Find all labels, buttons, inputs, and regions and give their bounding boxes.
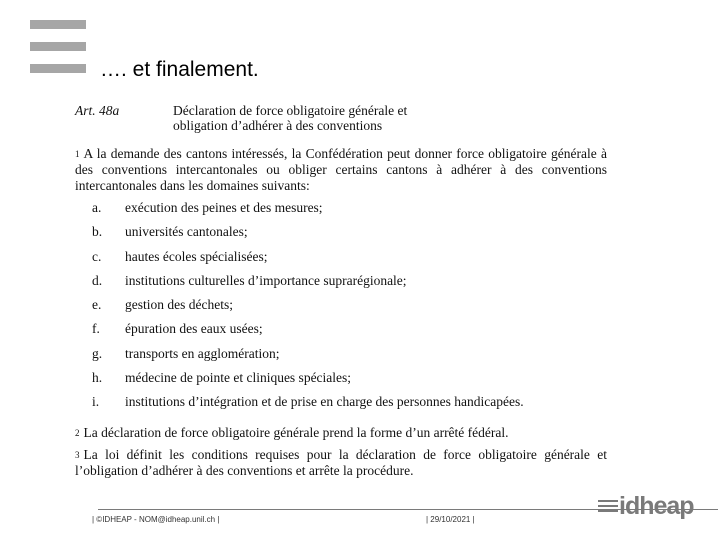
article-label: Art. 48a: [75, 103, 120, 118]
paragraph-text: La déclaration de force obligatoire générale prend la forme d’un arrêté fédéral.: [83, 424, 509, 440]
item-text: institutions culturelles d’importance suprarégionale;: [125, 272, 407, 288]
bar: [30, 42, 86, 51]
item-letter: g.: [92, 345, 103, 361]
bar: [30, 64, 86, 73]
footer-date: | 29/10/2021 |: [426, 515, 475, 524]
item-letter: e.: [92, 297, 102, 313]
item-letter: d.: [92, 272, 103, 288]
bar: [30, 20, 86, 29]
list-item: [75, 297, 607, 321]
paragraph-1: [75, 146, 607, 194]
item-text: universités cantonales;: [125, 224, 248, 240]
item-letter: i.: [92, 394, 100, 410]
idheap-logo: [598, 493, 694, 519]
item-text: transports en agglomération;: [125, 345, 280, 361]
heading-line-2: obligation d’adhérer à des conventions: [173, 118, 383, 133]
item-text: hautes écoles spécialisées;: [125, 248, 268, 264]
list-item: [75, 321, 607, 345]
paragraph-3: [75, 447, 607, 479]
paragraph-text: La loi définit les conditions requises pour la déclaration de force obligatoire générale et l’obligation d’adhérer à des conventions et arrête la procédure.: [75, 446, 607, 478]
article-excerpt: [75, 103, 607, 485]
item-letter: f.: [92, 321, 100, 337]
list-item: [75, 370, 607, 394]
item-text: exécution des peines et des mesures;: [125, 200, 323, 215]
item-letter: c.: [92, 248, 102, 264]
article-header: [75, 103, 607, 133]
paragraph-number: 2: [75, 427, 80, 438]
list-item: [75, 200, 607, 224]
paragraph-number: 3: [75, 449, 80, 460]
item-letter: b.: [92, 224, 103, 240]
article-heading: [173, 103, 593, 133]
footer-contact: | ©IDHEAP - NOM@idheap.unil.ch |: [92, 515, 220, 524]
paragraph-number: 1: [75, 149, 80, 159]
slide-title: …. et finalement.: [100, 58, 259, 81]
item-text: institutions d’intégration et de prise en charge des personnes handicapées.: [125, 394, 524, 410]
logo-text: idheap: [619, 492, 694, 520]
paragraph-text: A la demande des cantons intéressés, la Confédération peut donner force obligatoire générale à des conventions intercantonales ou obliger certains cantons à adhérer à des conventions intercantonales dans les domaines suivants:: [75, 146, 607, 193]
item-text: épuration des eaux usées;: [125, 321, 263, 337]
item-letter: a.: [92, 200, 102, 215]
list-item: [75, 249, 607, 273]
decorative-bars: [30, 20, 86, 86]
list-item: [75, 224, 607, 248]
item-text: médecine de pointe et cliniques spéciales;: [125, 370, 352, 386]
list-item: [75, 273, 607, 297]
heading-line-1: Déclaration de force obligatoire générale et: [173, 103, 408, 118]
list-item: [75, 394, 607, 418]
domain-list: [75, 200, 607, 419]
item-text: gestion des déchets;: [125, 297, 233, 313]
paragraph-2: [75, 425, 607, 441]
item-letter: h.: [92, 370, 103, 386]
list-item: [75, 346, 607, 370]
logo-lines-icon: [598, 497, 618, 515]
